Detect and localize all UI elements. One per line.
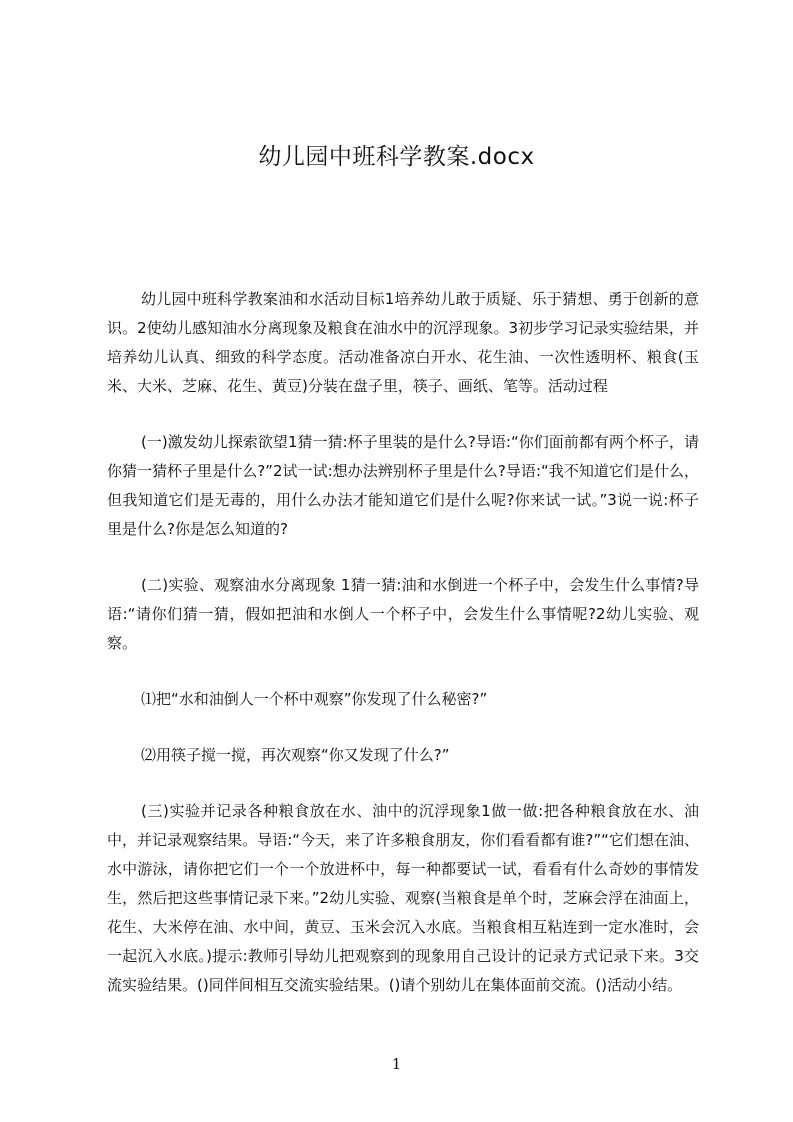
paragraph-part-two: (二)实验、观察油水分离现象 1猜一猜:油和水倒进一个杯子中，会发生什么事情?导语:“请你们猜一猜，假如把油和水倒人一个杯子中，会发生什么事情呢?2幼儿实验、观察。 bbox=[107, 576, 699, 652]
paragraph-step-2: ⑵用筷子搅一搅，再次观察“你又发现了什么?” bbox=[141, 746, 450, 764]
paragraph-step-1: ⑴把“水和油倒人一个杯中观察”你发现了什么秘密?” bbox=[141, 690, 488, 708]
document-title: 幼儿园中班科学教案.docx bbox=[258, 144, 535, 170]
document-body bbox=[107, 285, 699, 1027]
paragraph-part-one: (一)激发幼儿探索欲望1猜一猜:杯子里装的是什么?导语:“你们面前都有两个杯子，请你猜一猜杯子里是什么?”2试一试:想办法辨别杯子里是什么?导语:“我不知道它们是什么，但我知道它们是无毒的，用什么办法才能知道它们是什么呢?你来试一试。”3说一说:杯子里是什么?你是怎么知道的? bbox=[107, 433, 699, 538]
page-number: 1 bbox=[391, 1055, 402, 1073]
paragraph-part-three: (三)实验并记录各种粮食放在水、油中的沉浮现象1做一做:把各种粮食放在水、油中，并记录观察结果。导语:“今天，来了许多粮食朋友，你们看看都有谁?”“它们想在油、水中游泳，请你把它们一个一个放进杯中，每一种都要试一试，看看有什么奇妙的事情发生，然后把这些事情记录下来。”2幼儿实验、观察(当粮食是单个时，芝麻会浮在油面上，花生、大米停在油、水中间，黄豆、玉米会沉入水底。当粮食相互粘连到一定水准时，会一起沉入水底。)提示:教师引导幼儿把观察到的现象用自己设计的记录方式记录下来。3交流实验结果。()同伴间相互交流实验结果。()请个别幼儿在集体面前交流。()活动小结。 bbox=[107, 802, 699, 994]
paragraph-objectives: 幼儿园中班科学教案油和水活动目标1培养幼儿敢于质疑、乐于猜想、勇于创新的意识。2使幼儿感知油水分离现象及粮食在油水中的沉浮现象。3初步学习记录实验结果，并培养幼儿认真、细致的科学态度。活动准备凉白开水、花生油、一次性透明杯、粮食(玉米、大米、芝麻、花生、黄豆)分装在盘子里，筷子、画纸、笔等。活动过程 bbox=[107, 290, 699, 395]
